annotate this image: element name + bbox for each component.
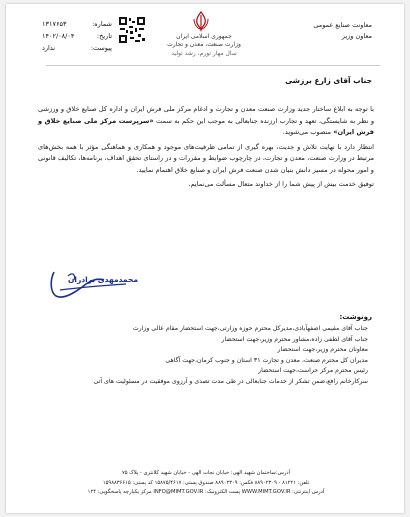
attachment-value: ندارد <box>42 44 56 52</box>
cc-line: رئیس محترم مرکز حراست،جهت استحضار <box>258 367 368 375</box>
number-label: شماره: <box>92 20 112 28</box>
date-value: ۱۴۰۲/۰۸/۰۴ <box>42 32 75 40</box>
letter-body <box>38 104 374 194</box>
paragraph-1-b: منصوب می‌شوید. <box>282 128 334 136</box>
number-value: ۱۳۱۷۶۵۳ <box>42 20 67 28</box>
footer <box>36 469 376 498</box>
cc-line: معاونان محترم وزیر،جهت استحضار <box>277 346 368 354</box>
cc-line: مدیران کل محترم صنعت، معدن و تجارت ۳۱ استان و جنوب کرمان،جهت آگاهی <box>165 356 368 364</box>
cc-list <box>48 324 368 388</box>
letter-meta <box>42 18 112 54</box>
qr-code-icon <box>118 16 146 44</box>
paragraph-1 <box>38 104 374 139</box>
signature-name: محمدمهدی برادران <box>68 275 139 284</box>
footer-contacts: تلفن: ۸۱۲۲۱ - ۸۸۹۰۲۳۰۹ فکس: ۸۸۹۰۲۳۰۹ صندوق پستی: ۱۵۸۷۵/۴۶۱۷ کد پستی: ۱۵۹۸۸۳۶۶۱۵ <box>102 479 310 486</box>
cc-line: جناب آقای مقیمی اصفهآبادی،مدیرکل محترم حوزه وزارتی،جهت استحضار مقام عالی وزارت <box>132 325 368 332</box>
header-divider <box>46 65 380 66</box>
office-line-2: معاون وزیر <box>341 32 372 40</box>
office-line-1: معاونت صنایع عمومی <box>313 21 372 29</box>
paragraph-1-a: با توجه به ابلاغ ساختار جدید وزارت صنعت معدن و تجارت و ادغام مرکز ملی فرش ایران و اداره کل صنایع خلاق و ورزشی و نظر به شایستگی، تعهد و تجارب ارزنده جنابعالی به موجب این حکم به سمت <box>38 105 375 125</box>
appointment-title: «سرپرست مرکز ملی صنایع خلاق و فرش ایران» <box>38 116 374 136</box>
paragraph-3: توفیق خدمت بیش از پیش شما را از خداوند متعال مسألت می‌نمایم. <box>188 180 374 188</box>
footer-address: آدرس:ساختمان شهید الهی: خیابان نجات الهی - خیابان شهید کلانتری - پلاک ۷۵ <box>121 470 291 476</box>
gov-title: جمهوری اسلامی ایران <box>176 33 232 40</box>
year-slogan: سال مهار تورم، رشد تولید <box>171 50 237 57</box>
date-label: تاریخ: <box>96 32 112 40</box>
letter-page <box>6 4 404 513</box>
attachment-label: پیوست: <box>90 44 112 52</box>
iran-emblem-icon <box>190 10 212 32</box>
cc-title: رونوشت: <box>339 313 372 321</box>
cc-line: سرکارخانم رافع،ضمن تشکر از خدمات جنابعالی در طی مدت تصدی و آرزوی موفقیت در مسئولیت های آتی <box>93 377 368 385</box>
signature-icon <box>46 262 139 306</box>
cc-line: جناب آقای لطفی زاده،مشاور محترم وزیر،جهت استحضار <box>221 335 368 343</box>
issuing-office <box>313 20 372 42</box>
paragraph-2: انتظار دارد با نهایت تلاش و جدیت، بهره گیری از تمامی ظرفیت‌های موجود و همکاری و هماهنگی مؤثر با همه بخش‌های مرتبط در وزارت صنعت، معدن و تجارت، در چارچوب ضوابط و مقررات و در راستای تحقق اهداف، برنامه‌ها، تکالیف قانونی و امور محوله در مسیر دانش بنیان شدن صنعت فرش ایران و صنایع خلاق اهتمام نمایید. <box>38 142 374 174</box>
footer-web: آدرس اینترنتی: WWW.MIMT.GOV.IR پست الکترونیک: INFO@MIMT.GOV.IR مرکز یکپارچه پاسخگویی: ۱۲۴ <box>87 489 325 495</box>
ministry-name: وزارت صنعت، معدن و تجارت <box>167 41 241 48</box>
salutation: جناب آقای زارع برزشی <box>285 76 372 85</box>
